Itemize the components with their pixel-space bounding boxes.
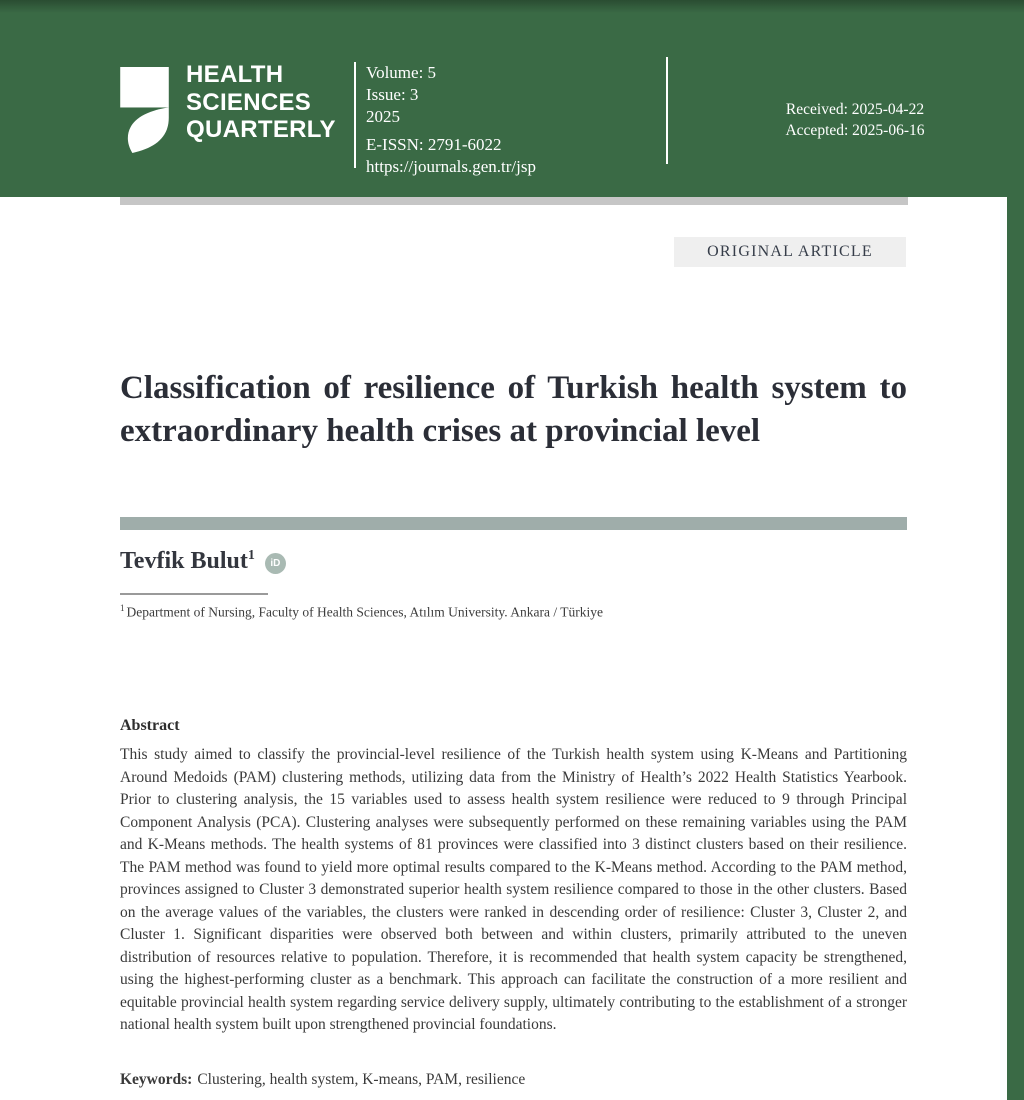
keywords-label: Keywords: [120, 1071, 193, 1088]
received-date: Received: 2025-04-22 [785, 101, 925, 118]
journal-name [186, 61, 336, 144]
volume-label: Volume: 5 [366, 63, 437, 82]
eissn-label: E-ISSN: 2791-6022 [366, 135, 502, 154]
abstract-text: This study aimed to classify the provincial-level resilience of the Turkish health system using K-Means and Partitioning Around Medoids (PAM) clustering methods, utilizing data from the Ministry of Health’s 2022 Health Statistics Yearbook. Prior to clustering analysis, the 15 variables used to assess health system resilience were reduced to 9 through Principal Component Analysis (PCA). Clustering analyses were subsequently performed on these remaining variables using the PAM and K-Means methods. The health systems of 81 provinces were classified into 3 distinct clusters based on their resilience. The PAM method was found to yield more optimal results compared to the K-Means method. According to the PAM method, provinces assigned to Cluster 3 demonstrated superior health system resilience compared to those in the other clusters. Based on the average values of the variables, the clusters were ranked in descending order of resilience: Cluster 3, Cluster 2, and Cluster 1. Significant disparities were observed both between and within clusters, primarily attributed to the uneven distribution of resources relative to population. Therefore, it is recommended that health system capacity be strengthened, using the highest-performing cluster as a benchmark. This approach can facilitate the construction of a more resilient and equitable provincial health system regarding service delivery supply, ultimately contributing to the establishment of a stronger national health system built upon strengthened provincial foundations. [120, 746, 907, 1033]
submission-dates [735, 99, 975, 141]
masthead-divider [666, 57, 668, 164]
title-divider-bar [120, 517, 907, 530]
abstract-heading: Abstract [120, 717, 180, 734]
keywords-line [120, 1071, 525, 1089]
author-affiliation-superscript: 1 [247, 548, 255, 563]
journal-logo-icon [120, 67, 169, 153]
article-title: Classification of resilience of Turkish health system to extraordinary health crises at provincial level [120, 370, 907, 449]
accepted-date: Accepted: 2025-06-16 [785, 122, 925, 139]
affiliation-superscript: 1 [120, 603, 125, 613]
author-row [120, 548, 286, 575]
article-type-badge [674, 237, 906, 267]
journal-masthead [0, 0, 1024, 197]
author-footnote-rule [120, 593, 268, 595]
author-affiliation: $^1$ Department of Nursing, Faculty of Health Sciences, Atılım University. Ankara / Türkiye [120, 603, 604, 620]
journal-name-line: SCIENCES [186, 88, 312, 116]
page-shadow-bar [120, 197, 908, 205]
keywords-list: Clustering, health system, K-means, PAM, resilience [197, 1071, 526, 1088]
year-label: 2025 [366, 107, 400, 126]
journal-url-link[interactable]: https://journals.gen.tr/jsp [366, 157, 536, 176]
right-margin-strip [1007, 197, 1024, 1100]
author-name: Tevfik Bulut$^1$ [120, 548, 255, 574]
masthead-divider [354, 62, 356, 168]
journal-name-line: QUARTERLY [186, 116, 336, 143]
orcid-icon[interactable]: iD [265, 553, 286, 574]
article-type-label: ORIGINAL ARTICLE [707, 243, 873, 260]
issue-label: Issue: 3 [366, 85, 419, 104]
journal-name-line: HEALTH [186, 61, 284, 88]
issue-info [366, 62, 536, 178]
